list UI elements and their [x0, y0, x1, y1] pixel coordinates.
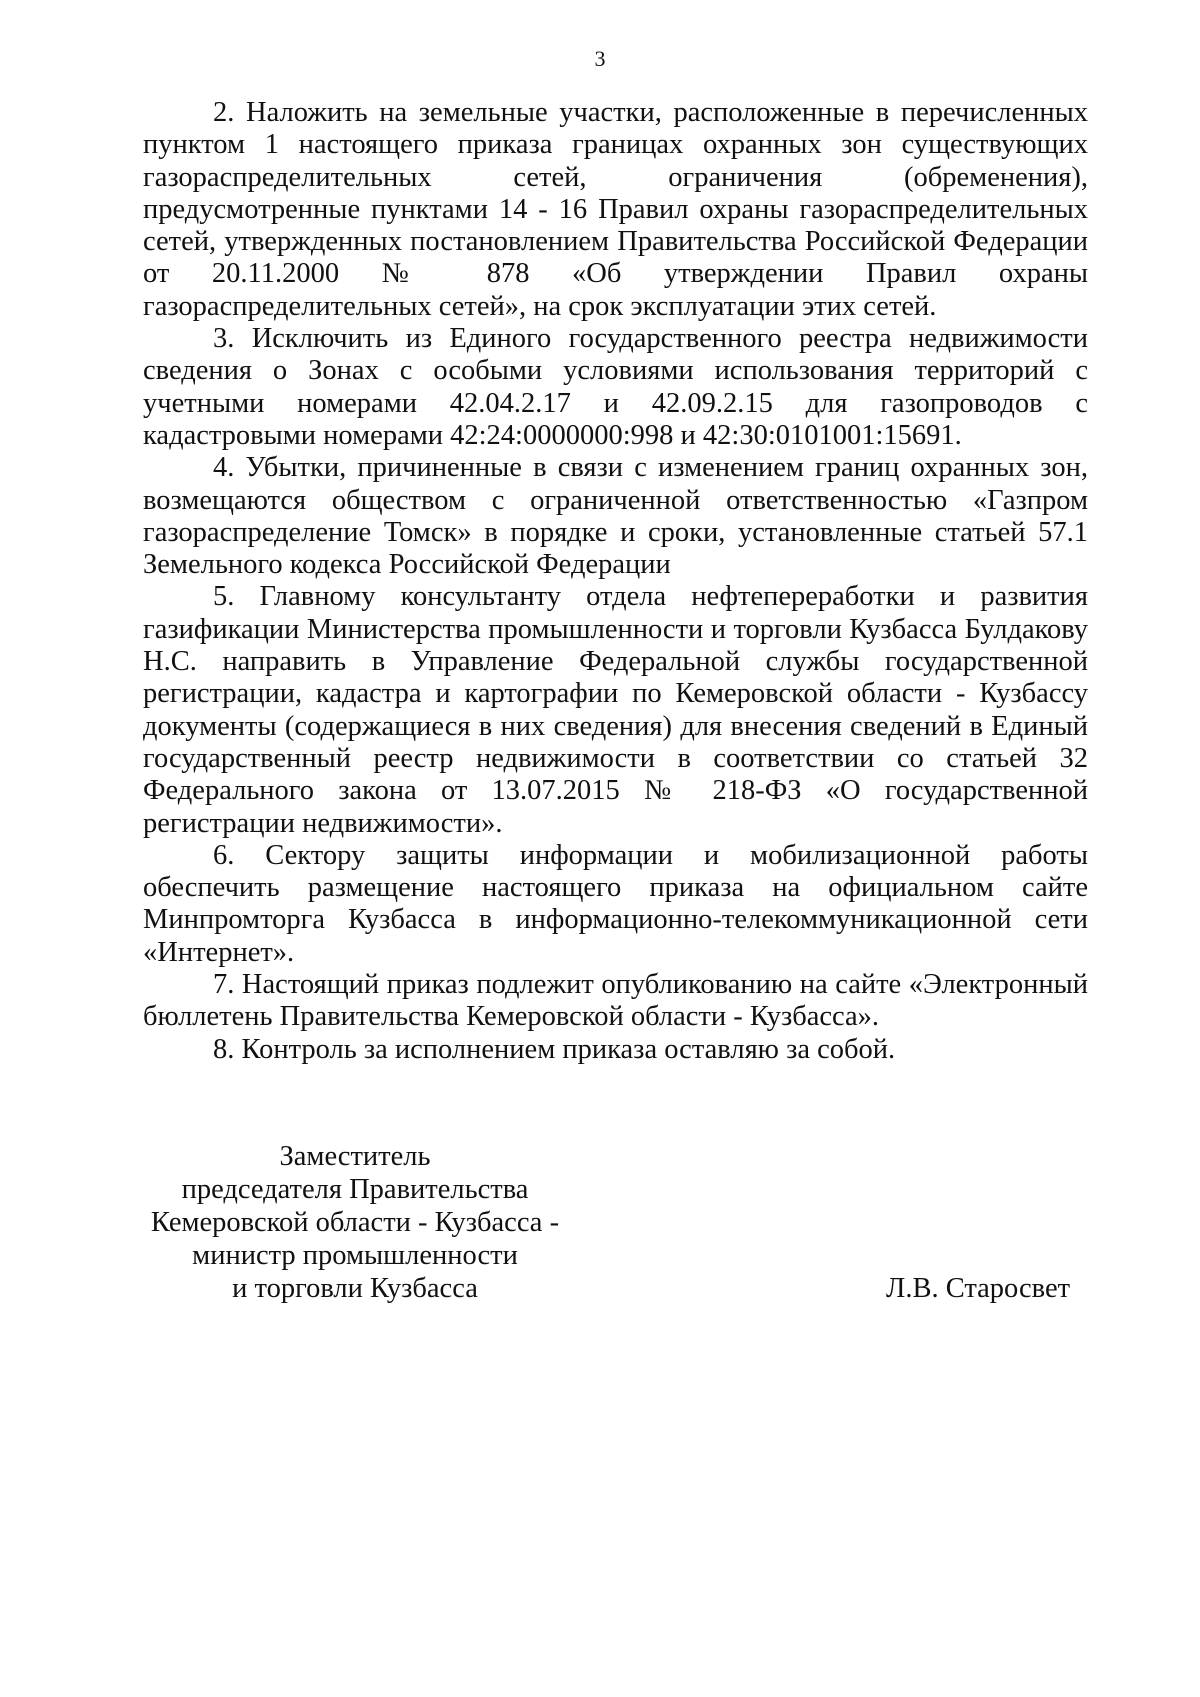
document-body [143, 97, 1088, 1066]
paragraph-7: 7. Настоящий приказ подлежит опубликованию на сайте «Электронный бюллетень Правительства Кемеровской области - Кузбасса». [143, 969, 1088, 1033]
signer-position-line: Кемеровской области - Кузбасса - [150, 1207, 560, 1238]
signer-position-line: председателя Правительства [181, 1174, 529, 1205]
signer-name: Л.В. Старосвет [886, 1273, 1071, 1304]
page-number: 3 [594, 46, 606, 71]
paragraph-5: 5. Главному консультанту отдела нефтепереработки и развития газификации Министерства промышленности и торговли Кузбасса Булдакову Н.С. направить в Управление Федеральной службы государственной регистрации, кадастра и картографии по Кемеровской области - Кузбассу документы (содержащиеся в них сведения) для внесения сведений в Единый государственный реестр недвижимости в соответствии со статьей 32 Федерального закона от 13.07.2015 № 218-ФЗ «О государственной регистрации недвижимости». [143, 581, 1088, 839]
signer-position-line: министр промышленности [192, 1240, 518, 1271]
paragraph-3: 3. Исключить из Единого государственного реестра недвижимости сведения о Зонах с особыми условиями использования территорий с учетными номерами 42.04.2.17 и 42.09.2.15 для газопроводов с кадастровыми номерами 42:24:0000000:998 и 42:30:0101001:15691. [143, 323, 1088, 451]
signer-position-line: и торговли Кузбасса [232, 1273, 478, 1304]
paragraph-2: 2. Наложить на земельные участки, расположенные в перечисленных пунктом 1 настоящего приказа границах охранных зон существующих газораспределительных сетей, ограничения (обременения), предусмотренные пунктами 14 - 16 Правил охраны газораспределительных сетей, утвержденных постановлением Правительства Российской Федерации от 20.11.2000 № 878 «Об утверждении Правил охраны газораспределительных сетей», на срок эксплуатации этих сетей. [143, 97, 1088, 322]
signer-position-line: Заместитель [279, 1141, 431, 1172]
paragraph-6: 6. Сектору защиты информации и мобилизационной работы обеспечить размещение настоящего приказа на официальном сайте Минпромторга Кузбасса в информационно-телекоммуникационной сети «Интернет». [143, 839, 1088, 968]
signer-position [130, 1140, 580, 1305]
paragraph-4: 4. Убытки, причиненные в связи с изменением границ охранных зон, возмещаются обществом с ограниченной ответственностью «Газпром газораспределение Томск» в порядке и сроки, установленные статьей 57.1 Земельного кодекса Российской Федерации [143, 452, 1088, 581]
paragraph-8: 8. Контроль за исполнением приказа оставляю за собой. [213, 1033, 896, 1065]
